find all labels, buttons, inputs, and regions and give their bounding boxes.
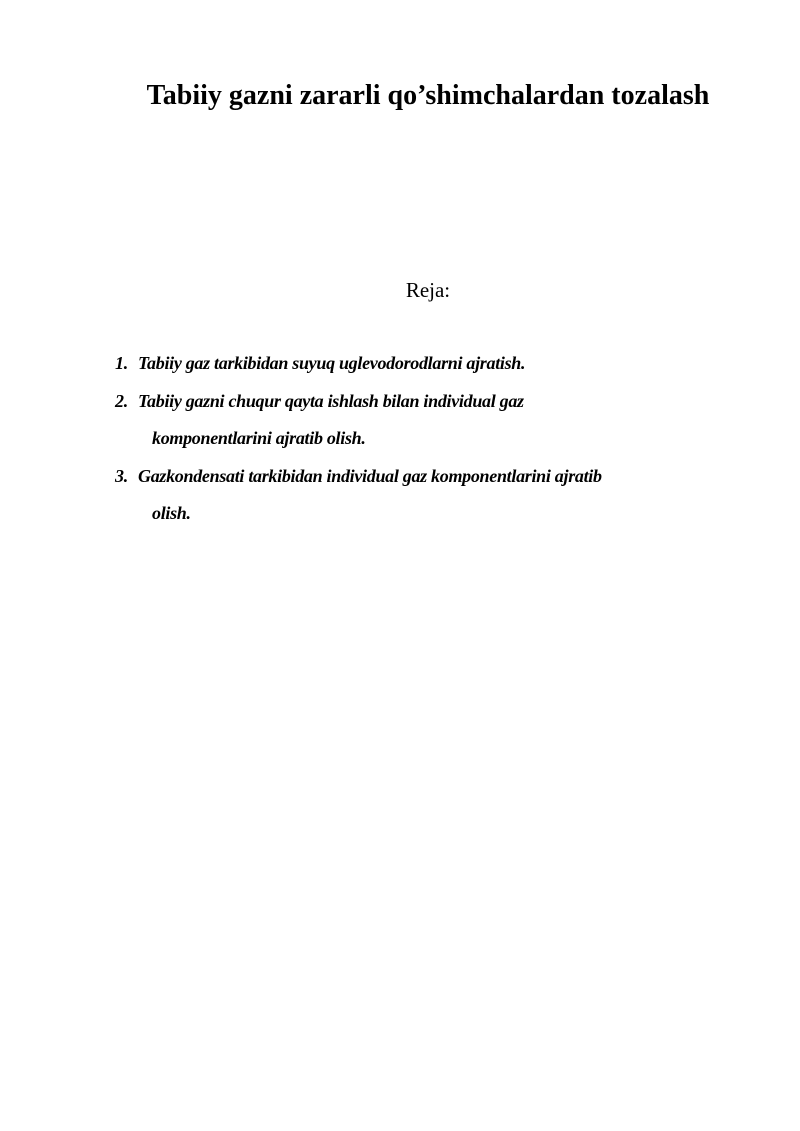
- plan-item-number: 3.: [115, 465, 128, 486]
- plan-item-text-continued: olish.: [152, 503, 191, 523]
- plan-item-text: Tabiiy gaz tarkibidan suyuq uglevodorodlarni ajratish.: [138, 353, 526, 373]
- plan-item-text: Tabiiy gazni chuqur qayta ishlash bilan individual gaz: [138, 390, 524, 411]
- plan-item: [115, 383, 755, 458]
- document-title: Tabiiy gazni zararli qo’shimchalardan tozalash: [146, 80, 710, 111]
- plan-item-number: 1.: [115, 353, 128, 373]
- plan-item-text-continued: komponentlarini ajratib olish.: [152, 428, 366, 448]
- plan-item-text: Gazkondensati tarkibidan individual gaz komponentlarini ajratib: [138, 465, 602, 486]
- plan-item: [115, 458, 755, 533]
- plan-item: [115, 345, 755, 383]
- plan-list: [115, 345, 755, 533]
- plan-heading: Reja:: [405, 278, 451, 302]
- plan-item-number: 2.: [115, 390, 128, 411]
